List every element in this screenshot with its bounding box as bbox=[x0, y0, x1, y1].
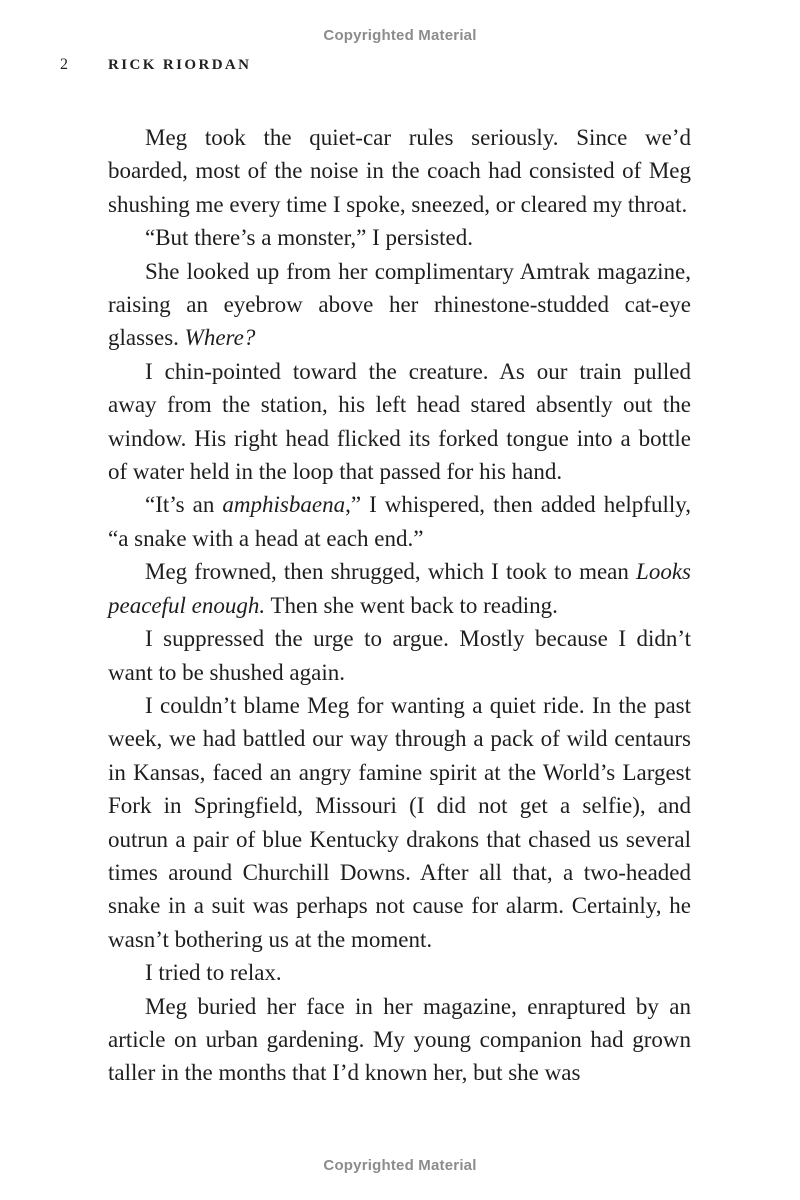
paragraph bbox=[108, 555, 691, 622]
text-run: “But there’s a monster,” I persisted. bbox=[145, 225, 474, 251]
paragraph bbox=[108, 956, 691, 989]
text-run: I couldn’t blame Meg for wanting a quiet ride. In the past week, we had battled our way through a pack of wild centaurs in Kansas, faced an angry famine spirit at the World’s Largest Fork in Springfield, Missouri (I did not get a selfie), and outrun a pair of blue Kentucky drakons that chased us several times around Churchill Downs. After all that, a two-headed snake in a suit was perhaps not cause for alarm. Certainly, he wasn’t bothering us at the moment. bbox=[108, 692, 691, 952]
running-head bbox=[60, 56, 251, 74]
italic-text: amphisbaena bbox=[222, 492, 346, 518]
text-run: She looked up from her complimentary Amtrak magazine, raising an eyebrow above her rhinestone-studded cat-eye glasses. bbox=[108, 258, 691, 351]
copyright-watermark-bottom: Copyrighted Material bbox=[323, 1157, 477, 1174]
text-run: “It’s an bbox=[145, 492, 223, 518]
text-run: I tried to relax. bbox=[145, 960, 282, 986]
author-name: RICK RIORDAN bbox=[108, 57, 252, 73]
paragraph bbox=[108, 255, 691, 355]
paragraph bbox=[108, 355, 691, 489]
page-number: 2 bbox=[60, 56, 68, 73]
italic-text: Looks peaceful enough. bbox=[108, 559, 691, 618]
text-run: I suppressed the urge to argue. Mostly because I didn’t want to be shushed again. bbox=[108, 626, 691, 685]
text-run: Then she went back to reading. bbox=[265, 592, 558, 618]
paragraph bbox=[108, 990, 691, 1090]
paragraph bbox=[108, 488, 691, 555]
text-run: Meg frowned, then shrugged, which I took to mean bbox=[145, 559, 637, 585]
italic-text: Where? bbox=[184, 325, 256, 351]
text-run: Meg took the quiet-car rules seriously. Since we’d boarded, most of the noise in the coach had consisted of Meg shushing me every time I spoke, sneezed, or cleared my throat. bbox=[108, 125, 691, 217]
copyright-watermark-top: Copyrighted Material bbox=[323, 27, 477, 44]
text-run: ,” I whispered, then added helpfully, “a snake with a head at each end.” bbox=[108, 492, 691, 551]
paragraph bbox=[108, 121, 691, 221]
paragraph bbox=[108, 622, 691, 689]
text-run: Meg buried her face in her magazine, enraptured by an article on urban gardening. My young companion had grown taller in the months that I’d known her, but she was bbox=[108, 993, 691, 1086]
text-run: I chin-pointed toward the creature. As our train pulled away from the station, his left head stared absently out the window. His right head flicked its forked tongue into a bottle of water held in the loop that passed for his hand. bbox=[108, 358, 691, 485]
paragraph bbox=[108, 689, 691, 956]
paragraph bbox=[108, 221, 691, 254]
body-text bbox=[108, 121, 691, 1090]
